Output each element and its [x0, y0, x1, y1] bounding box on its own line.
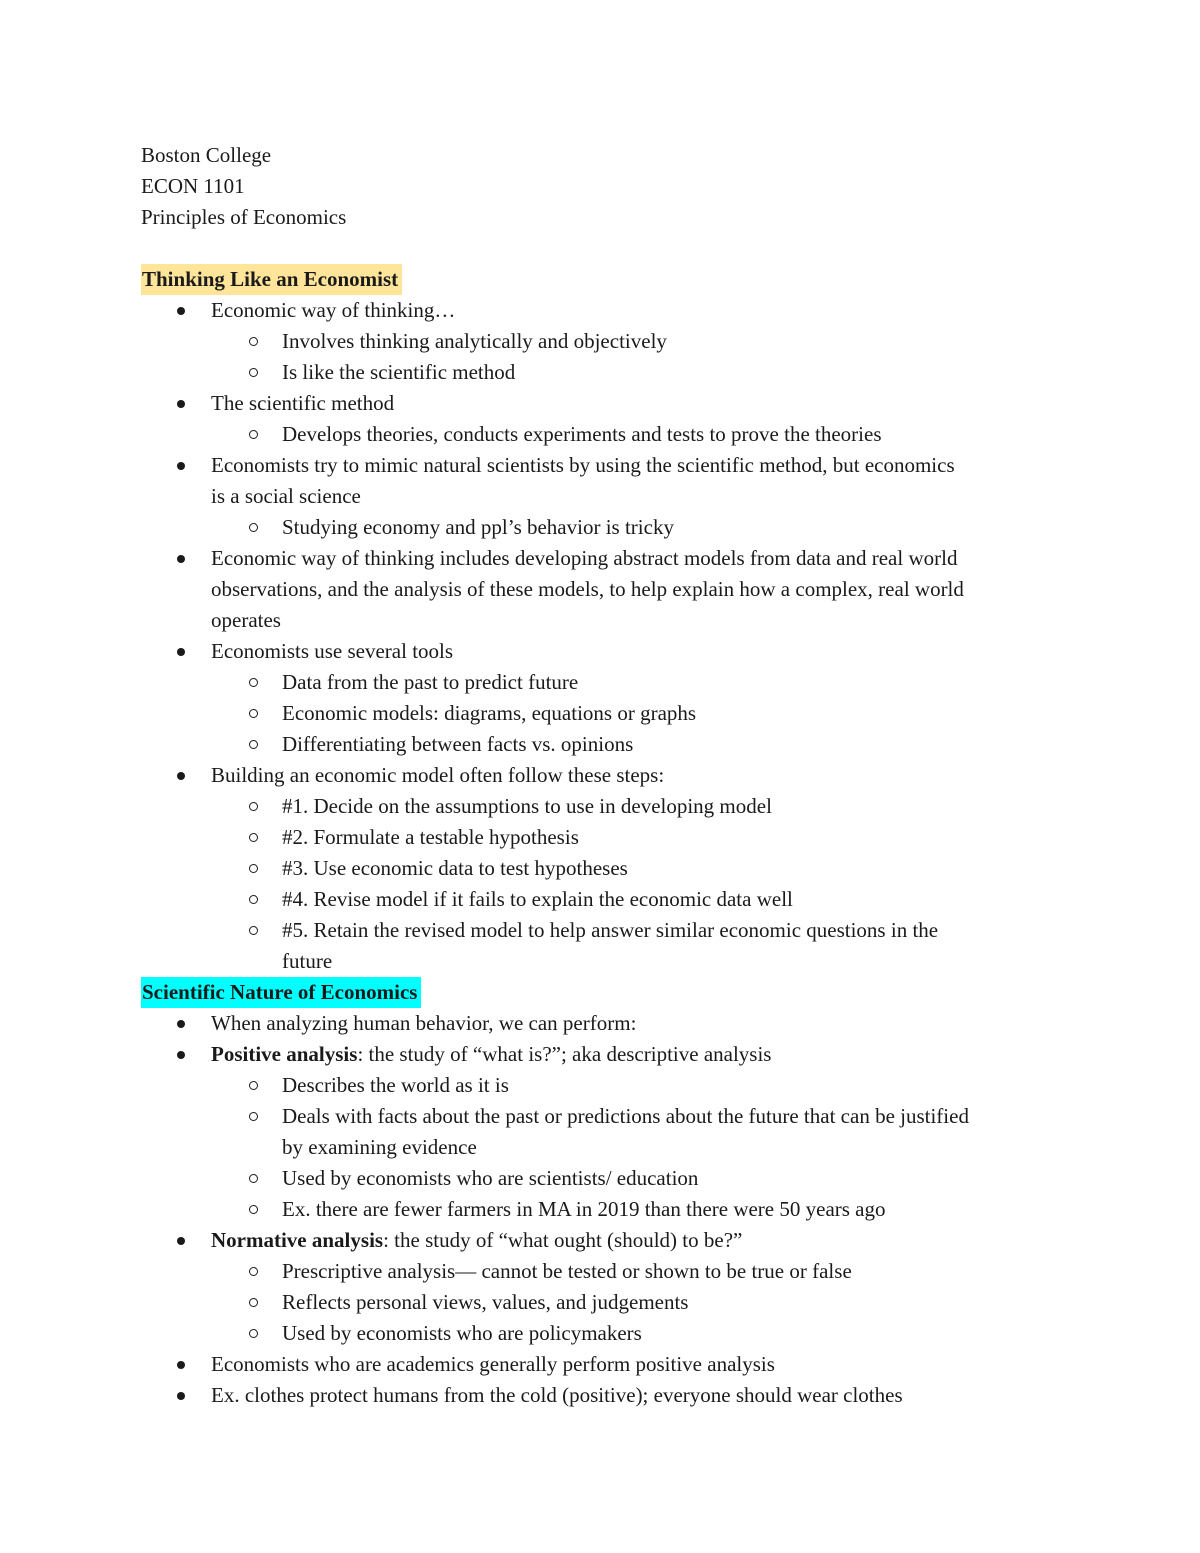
sub-item-text: Economic models: diagrams, equations or graphs	[282, 701, 697, 725]
list-item-text: Building an economic model often follow these steps:	[211, 763, 665, 787]
section-heading-scientific	[141, 977, 1071, 1008]
list-item-text: Economic way of thinking…	[211, 298, 456, 322]
list-item	[141, 636, 1071, 667]
sub-list-item	[141, 1101, 1071, 1163]
list-item-text-line2: observations, and the analysis of these models, to help explain how a complex, real world	[211, 577, 964, 601]
list-item-text: Ex. clothes protect humans from the cold (positive); everyone should wear clothes	[211, 1383, 903, 1407]
sub-list-item	[141, 419, 1071, 450]
list-item-text-line2: is a social science	[211, 484, 361, 508]
bullet-circle-icon	[243, 853, 263, 884]
sub-item-text: Reflects personal views, values, and judgements	[282, 1290, 689, 1314]
sub-item-text: Differentiating between facts vs. opinions	[282, 732, 634, 756]
bullet-dot-icon	[171, 388, 191, 419]
sub-item-text: Data from the past to predict future	[282, 670, 579, 694]
list-item	[141, 450, 1071, 512]
bullet-circle-icon	[243, 667, 263, 698]
sub-item-text: Ex. there are fewer farmers in MA in 2019 than there were 50 years ago	[282, 1197, 886, 1221]
bullet-circle-icon	[243, 729, 263, 760]
bullet-dot-icon	[171, 450, 191, 481]
sub-list-item	[141, 1194, 1071, 1225]
bullet-circle-icon	[243, 1194, 263, 1225]
sub-list-item	[141, 667, 1071, 698]
sub-item-text-line2: by examining evidence	[282, 1135, 477, 1159]
bullet-dot-icon	[171, 1225, 191, 1256]
list-item	[141, 1380, 1071, 1411]
list-item	[141, 388, 1071, 419]
sub-item-text: #3. Use economic data to test hypotheses	[282, 856, 628, 880]
list-item	[141, 1225, 1071, 1256]
list-item	[141, 760, 1071, 791]
section2-list	[141, 1008, 1071, 1411]
sub-item-text: #1. Decide on the assumptions to use in developing model	[282, 794, 772, 818]
term-positive-analysis: Positive analysis	[211, 1042, 358, 1066]
header-course-title: Principles of Economics	[141, 205, 347, 229]
spacer	[141, 233, 1071, 264]
sub-list-item	[141, 1287, 1071, 1318]
sub-list-item	[141, 915, 1071, 977]
list-item-text-line1: Economic way of thinking includes developing abstract models from data and real world	[211, 546, 958, 570]
bullet-circle-icon	[243, 1287, 263, 1318]
bullet-dot-icon	[171, 1039, 191, 1070]
sub-list-item	[141, 326, 1071, 357]
bullet-dot-icon	[171, 1380, 191, 1411]
list-item	[141, 1008, 1071, 1039]
sub-list-item	[141, 1318, 1071, 1349]
sub-item-text: #4. Revise model if it fails to explain the economic data well	[282, 887, 793, 911]
sub-item-text-line1: #5. Retain the revised model to help answer similar economic questions in the	[282, 918, 939, 942]
sub-item-text: Is like the scientific method	[282, 360, 516, 384]
bullet-circle-icon	[243, 1101, 263, 1132]
list-item-text-line3: operates	[211, 608, 281, 632]
sub-list-item	[141, 1070, 1071, 1101]
bullet-circle-icon	[243, 1070, 263, 1101]
section-title-highlighted: Scientific Nature of Economics	[141, 977, 421, 1008]
header-institution: Boston College	[141, 143, 272, 167]
definition-text: : the study of “what is?”; aka descriptive analysis	[357, 1042, 772, 1066]
bullet-circle-icon	[243, 326, 263, 357]
term-normative-analysis: Normative analysis	[211, 1228, 384, 1252]
sub-item-text: Develops theories, conducts experiments and tests to prove the theories	[282, 422, 882, 446]
sub-item-text: Used by economists who are scientists/ education	[282, 1166, 699, 1190]
sub-list-item	[141, 357, 1071, 388]
bullet-circle-icon	[243, 884, 263, 915]
sub-item-text: Involves thinking analytically and objectively	[282, 329, 667, 353]
bullet-circle-icon	[243, 915, 263, 946]
list-item	[141, 1349, 1071, 1380]
sub-list-item	[141, 1163, 1071, 1194]
section1-list	[141, 295, 1071, 977]
bullet-dot-icon	[171, 1008, 191, 1039]
document-page	[141, 140, 1071, 1411]
bullet-circle-icon	[243, 1318, 263, 1349]
section-title-highlighted: Thinking Like an Economist	[141, 264, 402, 295]
bullet-circle-icon	[243, 419, 263, 450]
list-item-text: Economists use several tools	[211, 639, 454, 663]
list-item	[141, 295, 1071, 326]
sub-list-item	[141, 791, 1071, 822]
list-item-text: The scientific method	[211, 391, 395, 415]
bullet-circle-icon	[243, 1256, 263, 1287]
list-item	[141, 1039, 1071, 1070]
bullet-dot-icon	[171, 1349, 191, 1380]
sub-item-text-line2: future	[282, 949, 333, 973]
header-course-code: ECON 1101	[141, 174, 245, 198]
bullet-dot-icon	[171, 636, 191, 667]
sub-list-item	[141, 853, 1071, 884]
bullet-circle-icon	[243, 512, 263, 543]
list-item-text: Economists who are academics generally perform positive analysis	[211, 1352, 775, 1376]
sub-list-item	[141, 884, 1071, 915]
sub-list-item	[141, 1256, 1071, 1287]
list-item-text-line1: Economists try to mimic natural scientists by using the scientific method, but economics	[211, 453, 955, 477]
bullet-dot-icon	[171, 543, 191, 574]
sub-list-item	[141, 698, 1071, 729]
list-item-text: When analyzing human behavior, we can perform:	[211, 1011, 637, 1035]
bullet-circle-icon	[243, 698, 263, 729]
sub-item-text-line1: Deals with facts about the past or predictions about the future that can be justified	[282, 1104, 969, 1128]
bullet-circle-icon	[243, 357, 263, 388]
bullet-circle-icon	[243, 791, 263, 822]
list-item	[141, 543, 1071, 636]
sub-item-text: Prescriptive analysis— cannot be tested or shown to be true or false	[282, 1259, 852, 1283]
section-heading-thinking	[141, 264, 1071, 295]
sub-list-item	[141, 822, 1071, 853]
definition-text: : the study of “what ought (should) to be?”	[383, 1228, 743, 1252]
sub-item-text: Describes the world as it is	[282, 1073, 509, 1097]
bullet-dot-icon	[171, 295, 191, 326]
sub-list-item	[141, 512, 1071, 543]
sub-item-text: #2. Formulate a testable hypothesis	[282, 825, 579, 849]
sub-list-item	[141, 729, 1071, 760]
bullet-circle-icon	[243, 1163, 263, 1194]
bullet-circle-icon	[243, 822, 263, 853]
sub-item-text: Studying economy and ppl’s behavior is tricky	[282, 515, 674, 539]
bullet-dot-icon	[171, 760, 191, 791]
sub-item-text: Used by economists who are policymakers	[282, 1321, 642, 1345]
